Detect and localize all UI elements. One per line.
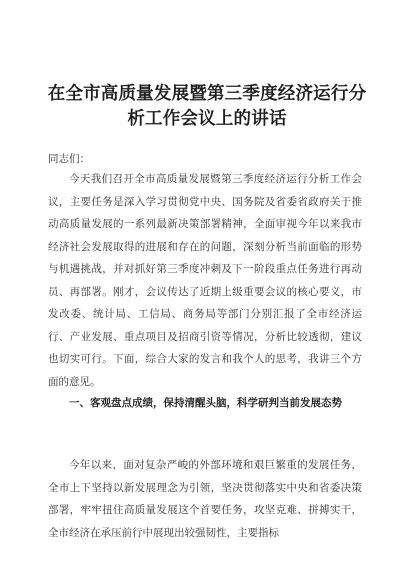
document-title: 在全市高质量发展暨第三季度经济运行分析工作会议上的讲话 [47,84,367,129]
section-heading-1: 一、客观盘点成绩，保持清醒头脑，科学研判当前发展态势 [69,397,342,409]
body-paragraph-1: 今天我们召开全市高质量发展暨第三季度经济运行分析工作会议，主要任务是深入学习贯彻党中央、国务院及省委省政府关于推动高质量发展的一系列最新决策部署精神，全面审视今年以来我市经济社会发展取得的进展和存在的问题，深刻分析当前面临的形势与机遇挑战，并对抓好第三季度冲刺及下一阶段重点任务进行再动员、再部署。刚才，会议传达了近期上级重要会议的核心要义，市发改委、统计局、工信局、商务局等部门分别汇报了全市经济运行、产业发展、重点项目及招商引资等情况，分析比较透彻，建议也切实可行。下面，综合大家的发言和我个人的思考，我讲三个方面的意见。 [48,173,362,388]
salutation: 同志们： [48,153,90,165]
body-paragraph-2: 今年以来，面对复杂严峻的外部环境和艰巨繁重的发展任务，全市上下坚持以新发展理念为引领，坚决贯彻落实中央和省委决策部署，牢牢扭住高质量发展这个首要任务，攻坚克难、拼搏实干，全市经济在承压前行中展现出较强韧性，主要指标 [48,459,362,539]
